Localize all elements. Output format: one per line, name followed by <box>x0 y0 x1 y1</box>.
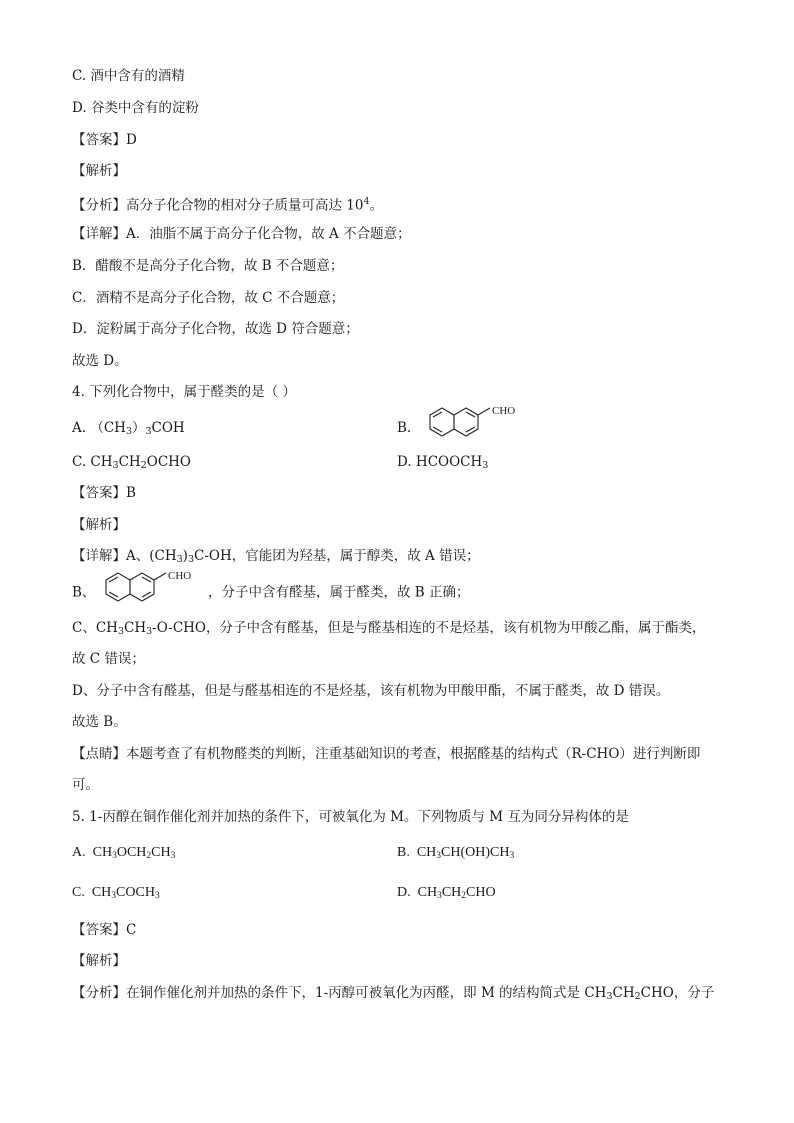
cho-label: CHO <box>491 404 515 417</box>
answer-tag: 【答案】 <box>72 132 126 148</box>
analysis-5-mid: CH <box>612 985 635 1001</box>
cho-label: CHO <box>167 570 191 582</box>
q4-a-paren: ） <box>131 420 146 436</box>
sub: 3 <box>112 851 117 861</box>
q5-b-label: B. <box>397 845 410 860</box>
d4-c-pre: C、CH <box>72 620 118 636</box>
naphthalene-structure <box>420 405 532 439</box>
q5-option-d <box>397 883 496 906</box>
sub: 2 <box>146 851 152 861</box>
f: CH(OH)CH <box>441 845 510 860</box>
detail-conclusion: 故选 D。 <box>72 353 128 369</box>
q4-c-mid: CH <box>118 454 141 470</box>
sub: 3 <box>437 891 442 901</box>
answer-value: D <box>126 132 137 148</box>
q5-c-label: C. <box>72 885 85 900</box>
analysis-text: 高分子化合物的相对分子质量可高达 10 <box>126 197 364 214</box>
sub: 3 <box>146 626 153 637</box>
detail-4-c <box>72 618 706 642</box>
q5-option-b <box>397 843 514 866</box>
naphthalene-structure <box>100 570 204 604</box>
answer-line-5 <box>72 920 136 940</box>
q4-option-d <box>397 452 488 476</box>
q5-a-label: A. <box>72 845 86 860</box>
q4-b-label: B. <box>397 420 412 436</box>
f: CH <box>416 845 437 860</box>
analysis-5 <box>72 983 714 1007</box>
detail-tag: 【详解】 <box>72 548 126 564</box>
note-line <box>72 744 700 764</box>
sub: 3 <box>482 460 489 471</box>
detail-line-c: C．酒精不是高分子化合物，故 C 不合题意； <box>72 290 345 306</box>
answer-line-4 <box>72 483 136 503</box>
detail-4-conclusion: 故选 B。 <box>72 714 127 730</box>
q4-option-a <box>72 418 185 442</box>
note-text: 本题考查了有机物醛类的判断，注重基础知识的考查，根据醛基的结构式（R-CHO）进行判断即 <box>126 746 701 762</box>
d4-b-rest: ，分子中含有醛基，属于醛类，故 B 正确； <box>208 584 470 601</box>
exponent: 4 <box>363 196 370 207</box>
question-5: 5. 1-丙醇在铜作催化剂并加热的条件下，可被氧化为 M。下列物质与 M 互为同分异构体的是 <box>72 809 629 825</box>
sub: 3 <box>187 554 194 565</box>
q4-d-text: D. HCOOCH <box>397 454 483 470</box>
detail-4-b <box>72 570 470 604</box>
d4-c-rest: -O-CHO，分子中含有醛基，但是与醛基相连的不是烃基，该有机物为甲酸乙酯，属于酯类， <box>152 620 706 636</box>
f: CH <box>441 885 462 900</box>
detail-tag: 【详解】 <box>72 226 126 242</box>
q4-a-tail: COH <box>151 420 185 436</box>
analysis-heading-4: 【解析】 <box>72 517 126 533</box>
answer-value: B <box>126 485 136 501</box>
question-4: 4. 下列化合物中，属于醛类的是（ ） <box>72 384 296 400</box>
f: CHO <box>466 885 496 900</box>
sub: 3 <box>117 626 124 637</box>
q4-option-b <box>397 404 532 439</box>
analysis-heading-5: 【解析】 <box>72 953 126 969</box>
sub: 3 <box>436 851 442 861</box>
answer-value: C <box>126 922 137 938</box>
sub: 3 <box>606 991 613 1002</box>
d4-c-mid: CH <box>123 620 147 636</box>
note-tail: 可。 <box>72 777 99 793</box>
sub: 3 <box>112 460 119 471</box>
analysis-5-end: CHO，分子 <box>640 985 715 1001</box>
detail-4-d: D、分子中含有醛基，但是与醛基相连的不是烃基，该有机物为甲酸甲酯，不属于醛类，故 D 错误。 <box>72 683 670 699</box>
q5-option-c <box>72 883 160 906</box>
sub: 2 <box>140 460 147 471</box>
sub: 3 <box>154 891 160 901</box>
note-tag: 【点睛】 <box>72 746 126 762</box>
option-d-line: D. 谷类中含有的淀粉 <box>72 100 199 116</box>
d4-a-mid: ) <box>182 548 188 564</box>
sub: 3 <box>125 426 132 437</box>
detail-line-d: D．淀粉属于高分子化合物，故选 D 符合题意； <box>72 321 359 337</box>
f: OCH <box>116 845 147 860</box>
sub: 3 <box>145 426 152 437</box>
answer-line <box>72 130 137 150</box>
f: CH <box>417 885 438 900</box>
sub: 3 <box>509 851 515 861</box>
analysis-tag: 【分析】 <box>72 985 126 1001</box>
sub: 2 <box>634 991 641 1002</box>
sub: 3 <box>176 554 183 565</box>
q5-option-a <box>72 843 175 866</box>
sub: 2 <box>461 891 467 901</box>
answer-tag: 【答案】 <box>72 922 126 938</box>
q4-a-text: A. （CH <box>72 420 126 436</box>
d4-a-rest: C-OH，官能团为羟基，属于醇类，故 A 错误； <box>194 548 480 564</box>
answer-tag: 【答案】 <box>72 485 126 501</box>
analysis-summary <box>72 192 383 216</box>
f: CH <box>92 845 113 860</box>
q5-d-label: D. <box>397 885 411 900</box>
sub: 3 <box>111 891 117 901</box>
analysis-heading: 【解析】 <box>72 163 126 179</box>
detail-line-b: B．醋酸不是高分子化合物，故 B 不合题意； <box>72 258 344 274</box>
analysis-5-text: 在铜作催化剂并加热的条件下，1-丙醇可被氧化为丙醛，即 M 的结构简式是 CH <box>126 985 607 1001</box>
q4-c-end: OCHO <box>146 454 191 470</box>
detail-4-c-tail: 故 C 错误； <box>72 651 145 667</box>
f: CH <box>91 885 112 900</box>
detail-line-a <box>72 224 411 244</box>
f: COCH <box>116 885 155 900</box>
f: CH <box>151 845 171 860</box>
d4-a-pre: A、(CH <box>126 548 177 564</box>
q4-c-text: C. CH <box>72 454 113 470</box>
sub: 3 <box>170 851 176 861</box>
q4-option-c <box>72 452 191 476</box>
detail-a-text: A．油脂不属于高分子化合物，故 A 不合题意； <box>126 226 411 242</box>
period: 。 <box>369 197 384 214</box>
option-c-line: C. 酒中含有的酒精 <box>72 68 185 84</box>
analysis-tag: 【分析】 <box>72 197 126 214</box>
detail-4-a <box>72 546 480 570</box>
d4-b-pre: B、 <box>72 584 96 601</box>
